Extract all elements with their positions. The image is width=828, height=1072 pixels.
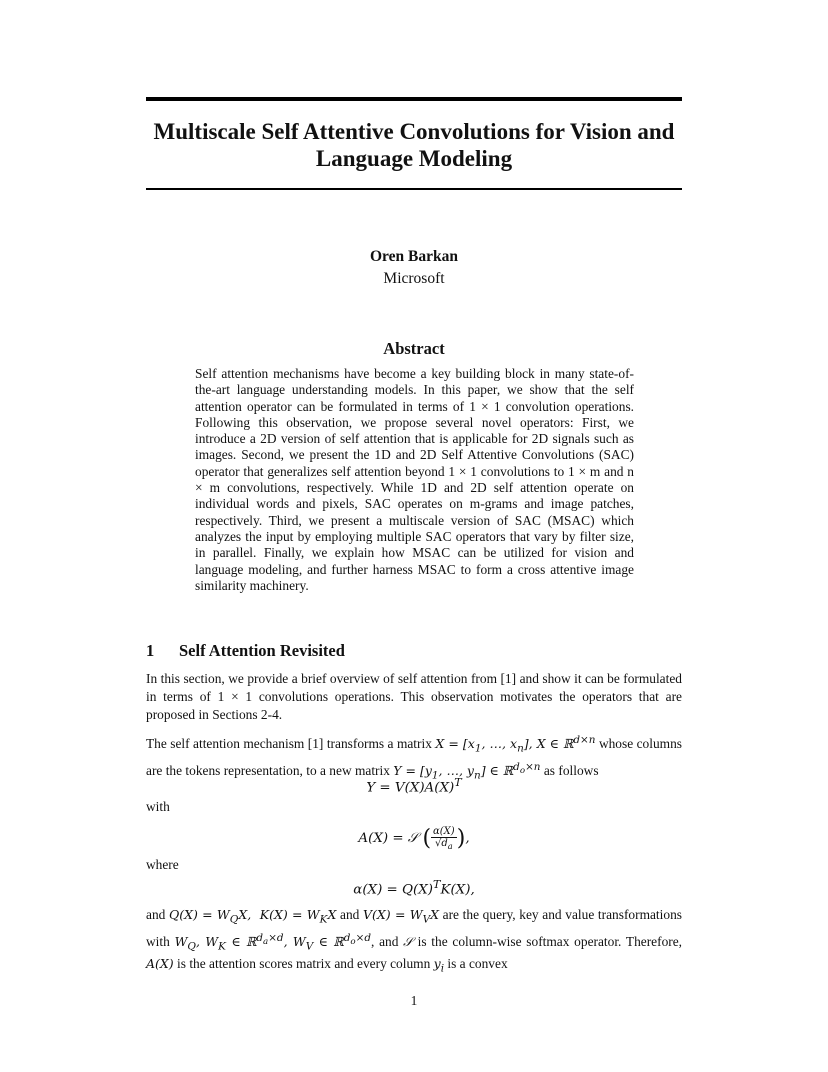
para3-text-c: are the query, key and value transformations with <box>146 907 682 949</box>
math-inline: $y_i$ <box>433 956 445 975</box>
math-inline: $W_Q$, $W_K$ ∈ ℝ$^{d_a\times d}$, $W_V$ ∈ ℝ$^{d_o\times d}$ <box>174 931 371 953</box>
equation-2: A(X) = 𝒮 ( $\frac{\alpha(X)}{√d_a}$ ), <box>358 826 470 851</box>
para3-text-f: is the attention scores matrix and every column <box>177 956 431 972</box>
author-affiliation: Microsoft <box>383 270 445 287</box>
math-inline: A(X) <box>146 956 174 972</box>
paragraph-1: In this section, we provide a brief overview of self attention from [1] and show it can be formulated in terms of 1 × 1 convolutions operations. This observation motivates the operators that are proposed in Sections 2-4. <box>146 671 682 722</box>
equation-3: $\alpha(X) = Q(X)^TK(X)$, <box>353 878 475 898</box>
para3-text-g: is a convex <box>447 956 508 972</box>
math-inline: $V(X) = W_VX$ <box>363 907 439 926</box>
section-number: 1 <box>146 641 155 660</box>
para3-text-e: is the column-wise softmax operator. Therefore, <box>417 933 683 949</box>
para3-text-a: and <box>146 907 166 922</box>
math-inline: 𝒮 <box>403 933 413 949</box>
where-label: where <box>146 857 179 872</box>
para3-text-d: and <box>379 933 399 949</box>
author-name: Oren Barkan <box>370 248 458 265</box>
equation-1: $Y = V(X)A(X)^T$ <box>366 776 462 796</box>
top-thick-rule <box>146 97 682 101</box>
title-bottom-rule <box>146 188 682 190</box>
paragraph-3: and $Q(X) = W_QX$, $K(X) = W_KX$ and $V(X) = W_VX$ are the query, key and value transformations with $W_Q$, $W_K$ ∈ ℝ$^{d_a\times d}$, $W_V$ ∈ ℝ$^{d_o\times d}$, and 𝒮 is the column-wise softmax operator. Therefore, A(X) is the attention scores matrix and every column $y_i$ is a convex <box>146 907 683 975</box>
math-inline: $X = [x_1$, …, $x_n$], X ∈ ℝ$^{d\times n}$ <box>435 734 596 755</box>
para2-text-b: whose columns are the tokens representation, to a new matrix <box>146 736 682 778</box>
abstract-heading: Abstract <box>383 339 445 358</box>
section-title: Self Attention Revisited <box>179 641 345 660</box>
section-heading <box>146 641 345 661</box>
math-inline: $Q(X) = W_QX$, $K(X) = W_KX$ <box>169 907 337 926</box>
para3-text-b: and <box>340 907 360 922</box>
abstract-text: Self attention mechanisms have become a key building block in many state-of-the-art language understanding models. In this paper, we show that the self attention operator can be formulated in terms of 1 × 1 convolution operations. Following this observation, we propose several novel operators: First, we introduce a 2D version of self attention that is applicable for 2D signals such as images. Second, we present the 1D and 2D Self Attentive Convolutions (SAC) operator that generalizes self attention beyond 1 × 1 convolutions to 1 × m and n × m convolutions, respectively. While 1D and 2D self attention operate on individual words and pixels, SAC operates on m-grams and image patches, respectively. Third, we present a multiscale version of SAC (MSAC) which analyzes the input by employing multiple SAC operators that vary by filter size, in parallel. Finally, we explain how MSAC can be utilized for vision and language modeling, and further harness MSAC to form a cross attentive image similarity machinery. <box>195 366 634 593</box>
with-label: with <box>146 799 170 814</box>
paper-title: Multiscale Self Attentive Convolutions for Vision and Language Modeling <box>153 119 675 171</box>
math-inline: $Y = [y_1$, …, $y_n$] ∈ ℝ$^{d_o\times n}$ <box>393 760 541 782</box>
para2-text-a: The self attention mechanism [1] transforms a matrix <box>146 736 432 752</box>
page-number: 1 <box>410 993 418 1008</box>
para2-text-c: as follows <box>543 762 599 778</box>
